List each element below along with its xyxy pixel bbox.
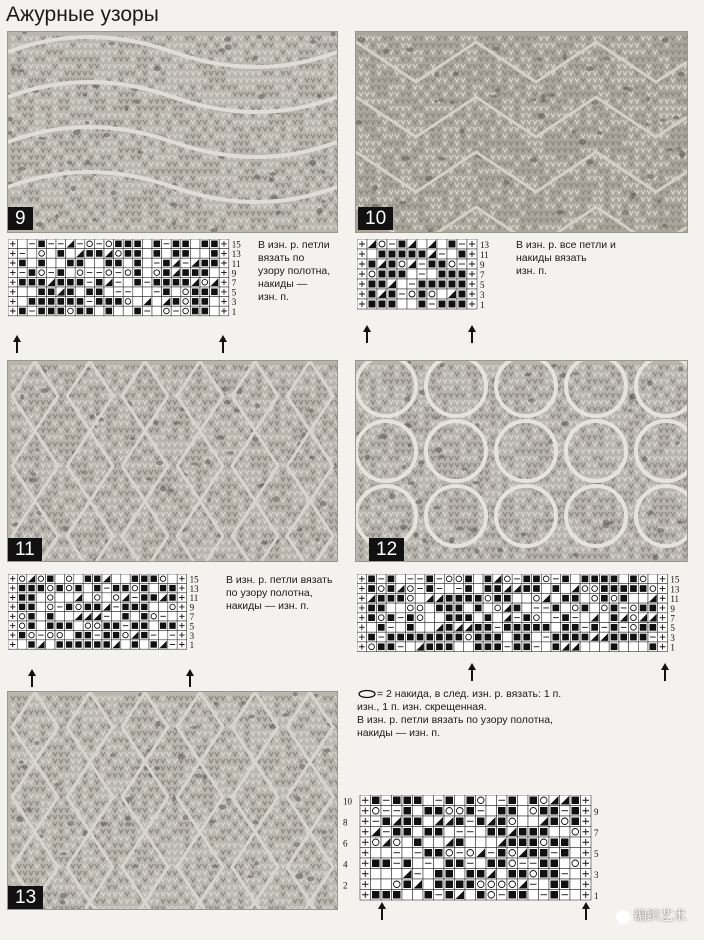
swatch-photo-9	[7, 31, 338, 233]
row-number: 11	[480, 250, 489, 260]
note-11: В изн. р. петли вязать по узору полотна, накиды — изн. п.	[226, 574, 333, 612]
row-number: 1	[480, 300, 485, 310]
row-number: 13	[480, 240, 489, 250]
chart-grid-13	[342, 795, 609, 905]
row-number: 5	[231, 287, 237, 298]
row-number: 1	[189, 640, 195, 651]
page-title: Ажурные узоры	[6, 3, 159, 26]
arrow-up-icon	[12, 335, 22, 353]
row-number: 8	[343, 817, 348, 828]
arrow-up-icon	[377, 902, 387, 920]
chart-grid-10	[357, 239, 495, 325]
row-number: 9	[231, 268, 237, 279]
row-number: 5	[594, 849, 599, 859]
arrow-up-icon	[467, 663, 477, 681]
row-number: 7	[594, 828, 599, 838]
swatch-photo-10	[355, 31, 688, 233]
arrow-up-icon	[581, 902, 591, 920]
row-number: 3	[231, 297, 237, 308]
row-number: 15	[189, 574, 199, 585]
row-number: 1	[670, 642, 675, 653]
row-number: 13	[189, 583, 199, 594]
note-9: В изн. р. петли вязать по узору полотна, накиды — изн. п.	[258, 239, 331, 303]
arrow-up-icon	[185, 669, 195, 687]
legend-12-text: = 2 накида, в след. изн. р. вязать: 1 п. изн., 1 п. изн. скрещенная. В изн. р. петли вязать по узору полотна, накиды — изн. п.	[357, 688, 562, 739]
row-number: 2	[343, 880, 348, 891]
pattern-number-9: 9	[8, 207, 33, 230]
swatch-photo-12	[355, 360, 688, 562]
row-number: 3	[480, 290, 485, 300]
row-number: 7	[480, 270, 485, 280]
row-number: 5	[670, 623, 675, 634]
row-number: 9	[189, 602, 195, 613]
row-number: 13	[670, 584, 680, 595]
row-number: 9	[670, 603, 675, 614]
row-number: 7	[231, 278, 237, 288]
chart-grid-11	[8, 574, 205, 672]
wechat-icon	[616, 910, 630, 924]
chart-grid-9	[8, 239, 247, 318]
pattern-number-10: 10	[358, 207, 393, 230]
row-number: 3	[189, 630, 195, 641]
row-number: 1	[594, 891, 599, 901]
row-number: 1	[231, 306, 237, 317]
arrow-up-icon	[27, 669, 37, 687]
watermark-text: 编织艺术	[633, 909, 686, 924]
pattern-number-13: 13	[8, 886, 43, 909]
swatch-photo-11	[7, 360, 338, 562]
row-number: 13	[231, 249, 241, 260]
row-number: 11	[670, 594, 680, 605]
row-number: 7	[189, 612, 195, 622]
swatch-photo-13	[7, 691, 338, 910]
row-number: 9	[480, 260, 485, 270]
row-number: 11	[231, 258, 241, 269]
arrow-up-icon	[362, 325, 372, 343]
chart-grid-12	[357, 574, 685, 668]
arrow-up-icon	[660, 663, 670, 681]
row-number: 5	[189, 621, 195, 632]
row-number: 7	[670, 613, 675, 624]
pattern-number-11: 11	[8, 538, 42, 561]
watermark	[616, 905, 686, 924]
row-number: 3	[670, 632, 675, 643]
arrow-up-icon	[218, 335, 228, 353]
row-number: 6	[343, 838, 348, 849]
row-number: 5	[480, 280, 485, 290]
row-number: 4	[343, 859, 348, 870]
row-number: 15	[670, 574, 680, 585]
row-number: 9	[594, 807, 599, 817]
arrow-up-icon	[467, 325, 477, 343]
pattern-number-12: 12	[369, 538, 404, 561]
row-number: 15	[231, 239, 241, 250]
note-10: В изн. р. все петли и накиды вязать изн. п.	[516, 239, 616, 277]
row-number: 11	[189, 593, 199, 604]
row-number: 3	[594, 870, 599, 880]
row-number: 10	[343, 796, 352, 807]
